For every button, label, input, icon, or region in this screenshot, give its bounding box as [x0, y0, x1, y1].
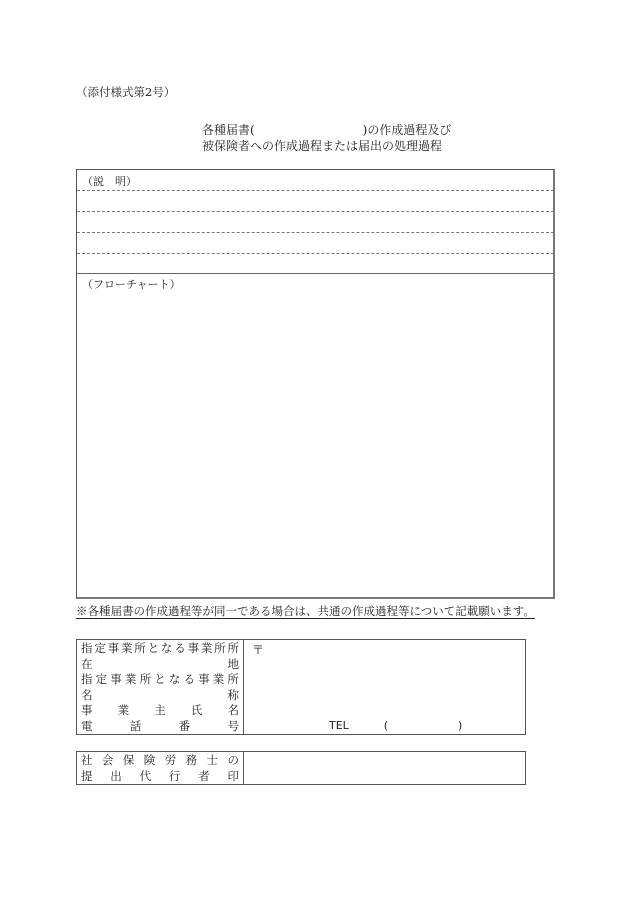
office-info-table [76, 639, 526, 735]
form-number: （添付様式第2号） [76, 85, 176, 99]
label-office-name-2: 名 称 [81, 687, 239, 702]
tel-parens: ( ) [383, 719, 463, 732]
label-office-name-1: 指 定 事 業 所 と な る 事 業 所 [81, 672, 239, 686]
process-description-box [76, 169, 555, 599]
label-phone-number: 電 話 番 号 [81, 718, 239, 733]
label-office-address-1: 指 定 事 業 所 と な る 事 業 所 所 [81, 641, 239, 655]
agent-seal-area[interactable] [244, 752, 526, 785]
description-dotted-line [77, 190, 554, 191]
description-dotted-line [77, 211, 554, 212]
label-owner-name: 事 業 主 氏 名 [81, 703, 239, 717]
document-title-line1: 各種届書( )の作成過程及び [202, 123, 452, 137]
tel-label: TEL [329, 719, 349, 732]
tel-field[interactable] [329, 719, 462, 732]
description-dotted-line [77, 253, 554, 254]
document-title-line2: 被保険者への作成過程または届出の処理過程 [202, 139, 443, 153]
agent-seal-labels [77, 752, 244, 785]
postal-mark: 〒 [252, 643, 265, 657]
label-labor-consultant: 社 会 保 険 労 務 士 の [81, 753, 239, 767]
office-info-labels [77, 640, 244, 735]
label-office-address-2: 在 地 [81, 656, 239, 671]
description-dotted-line [77, 232, 554, 233]
section-divider [77, 273, 554, 274]
note-text: ※各種届書の作成過程等が同一である場合は、共通の作成過程等について記載願います。 [76, 604, 535, 618]
description-label: （説 明） [82, 175, 137, 188]
label-agent-seal: 提 出 代 行 者 印 [81, 768, 239, 783]
office-info-input-area[interactable] [244, 640, 526, 735]
flowchart-label: （フローチャート） [82, 278, 181, 291]
agent-seal-table [76, 751, 526, 785]
